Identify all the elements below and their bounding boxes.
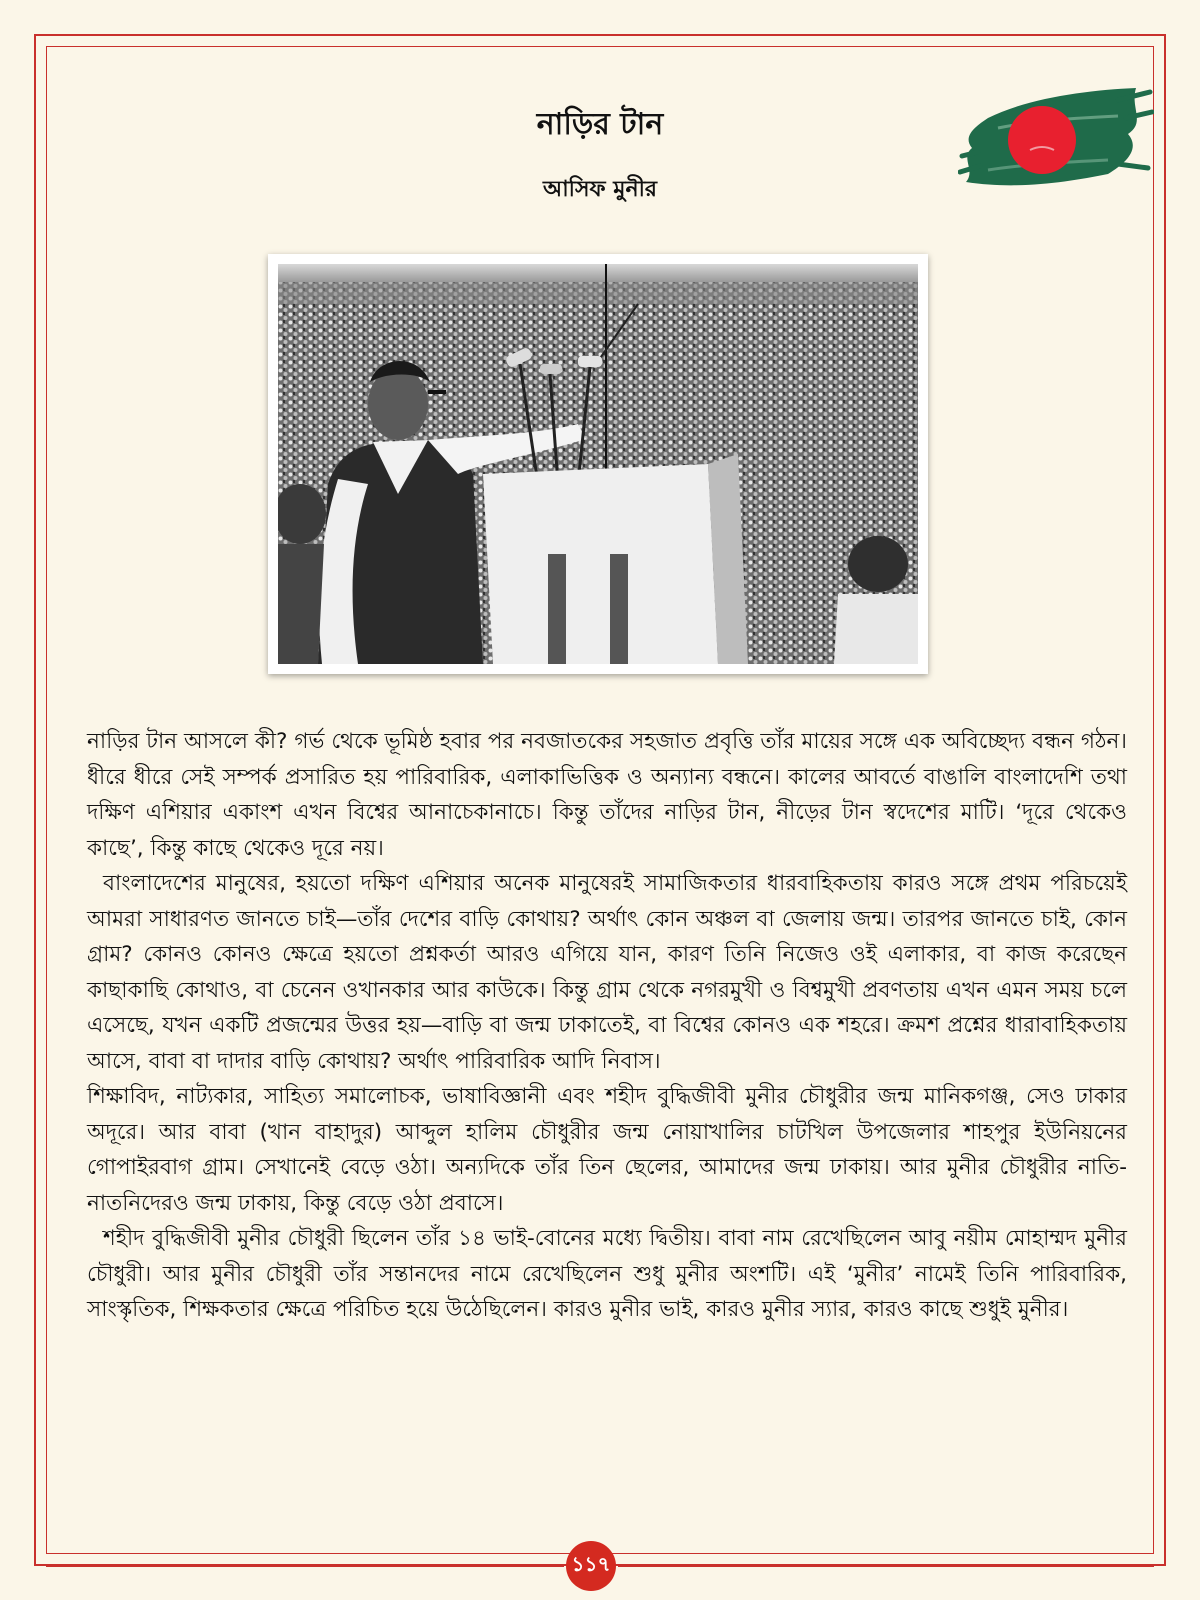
- rally-photo: [278, 264, 918, 664]
- paragraph-3: শিক্ষাবিদ, নাট্যকার, সাহিত্য সমালোচক, ভাষাবিজ্ঞানী এবং শহীদ বুদ্ধিজীবী মুনীর চৌধুরীর জন্ম মানিকগঞ্জ, সেও ঢাকার অদূরে। আর বাবা (খান বাহাদুর) আব্দুল হালিম চৌধুরীর জন্ম নোয়াখালির চাটখিল উপজেলার শাহপুর ইউনিয়নের গোপাইরবাগ গ্রাম। সেখানেই বেড়ে ওঠা। অন্যদিকে তাঁর তিন ছেলের, আমাদের জন্ম ঢাকায়। আর মুনীর চৌধুরীর নাতি-নাতনিদেরও জন্ম ঢাকায়, কিন্তু বেড়ে ওঠা প্রবাসে।: [87, 1084, 1127, 1216]
- article-title: নাড়ির টান: [536, 107, 664, 142]
- rally-photo-illustration: [278, 264, 918, 664]
- paragraph-2: বাংলাদেশের মানুষের, হয়তো দক্ষিণ এশিয়ার অনেক মানুষেরই সামাজিকতার ধারবাহিকতায় কারও সঙ্গে প্রথম পরিচয়েই আমরা সাধারণত জানতে চাই—তাঁর দেশের বাড়ি কোথায়? অর্থাৎ কোন অঞ্চল বা জেলায় জন্ম। তারপর জানতে চাই, কোন গ্রাম? কোনও কোনও ক্ষেত্রে হয়তো প্রশ্নকর্তা আরও এগিয়ে যান, কারণ তিনি নিজেও ওই এলাকার, বা কাজ করেছেন কাছাকাছি কোথাও, বা চেনেন ওখানকার আর কাউকে। কিন্তু গ্রাম থেকে নগরমুখী ও বিশ্বমুখী প্রবণতায় এখন এমন সময় চলে এসেছে, যখন একটি প্রজন্মের উত্তর হয়—বাড়ি বা জন্ম ঢাকাতেই, বা বিশ্বের কোনও এক শহরে। ক্রমশ প্রশ্নের ধারাবাহিকতায় আসে, বাবা বা দাদার বাড়ি কোথায়? অর্থাৎ পারিবারিক আদি নিবাস।: [87, 871, 1127, 1074]
- page-number-rule-right: [618, 1565, 1154, 1567]
- article-body: [87, 724, 1127, 1328]
- article-author: আসিফ মুনীর: [543, 177, 657, 202]
- paragraph-1: নাড়ির টান আসলে কী? গর্ভ থেকে ভূমিষ্ঠ হবার পর নবজাতকের সহজাত প্রবৃত্তি তাঁর মায়ের সঙ্গে এক অবিচ্ছেদ্য বন্ধন গঠন। ধীরে ধীরে সেই সম্পর্ক প্রসারিত হয় পারিবারিক, এলাকাভিত্তিক ও অন্যান্য বন্ধনে। কালের আবর্তে বাঙালি বাংলাদেশি তথা দক্ষিণ এশিয়ার একাংশ এখন বিশ্বের আনাচেকানাচে। কিন্তু তাঁদের নাড়ির টান, নীড়ের টান স্বদেশের মাটি। ‘দূরে থেকেও কাছে’, কিন্তু কাছে থেকেও দূরে নয়।: [87, 729, 1127, 861]
- photo-frame: [268, 254, 928, 674]
- paragraph-4: শহীদ বুদ্ধিজীবী মুনীর চৌধুরী ছিলেন তাঁর ১৪ ভাই-বোনের মধ্যে দ্বিতীয়। বাবা নাম রেখেছিলেন আবু নয়ীম মোহাম্মদ মুনীর চৌধুরী। আর মুনীর চৌধুরী তাঁর সন্তানদের নামে রেখেছিলেন শুধু মুনীর অংশটি। এই ‘মুনীর’ নামেই তিনি পারিবারিক, সাংস্কৃতিক, শিক্ষকতার ক্ষেত্রে পরিচিত হয়ে উঠেছিলেন। কারও মুনীর ভাই, কারও মুনীর স্যার, কারও কাছে শুধুই মুনীর।: [87, 1226, 1127, 1322]
- page-number-rule-left: [46, 1565, 564, 1567]
- page-number-badge: ১১৭: [566, 1541, 616, 1591]
